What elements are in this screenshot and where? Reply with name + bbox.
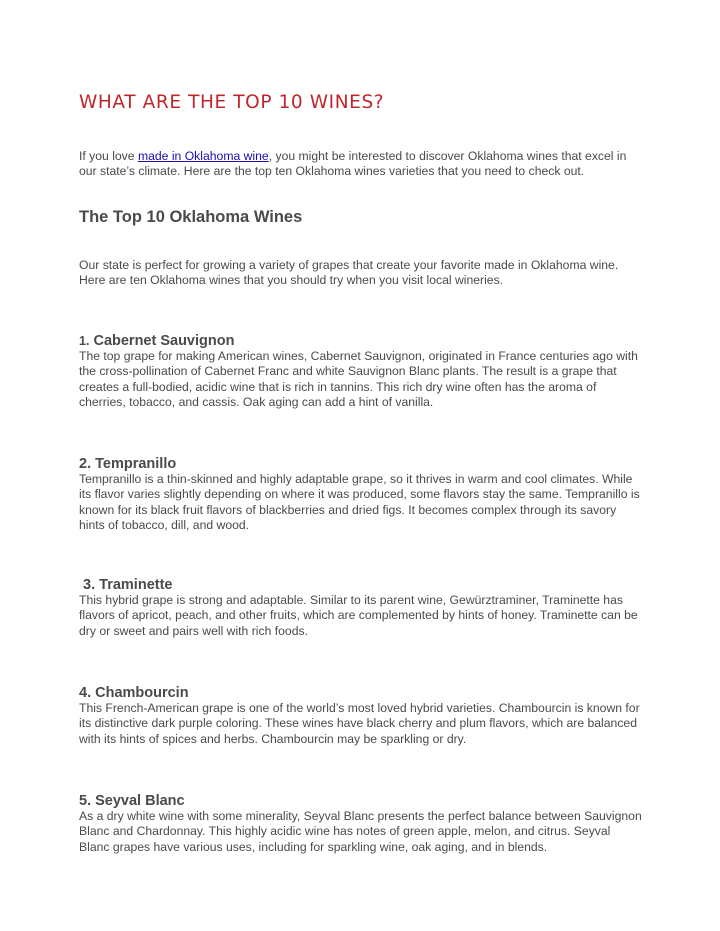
section-heading: The Top 10 Oklahoma Wines bbox=[79, 208, 303, 226]
wine-description: This hybrid grape is strong and adaptable. Similar to its parent wine, Gewürztraminer, Traminette has flavors of apricot, peach, and other fruits, which are complemented by hints of honey. Traminette can be dry or sweet and pairs well with rich foods. bbox=[79, 593, 638, 638]
wine-description: Tempranillo is a thin-skinned and highly adaptable grape, so it thrives in warm and cool climates. While its flavor varies slightly depending on where it was produced, some flavors stay the same. Tempranillo is known for its black fruit flavors of blackberries and dried figs. It becomes complex through its savory hints of tobacco, dill, and wood. bbox=[79, 472, 640, 532]
wine-number: 2. bbox=[79, 456, 92, 472]
wine-item-cabernet-sauvignon bbox=[79, 333, 644, 410]
wine-number: 3. bbox=[79, 577, 96, 593]
intro-text-before: If you love bbox=[79, 149, 138, 163]
wine-description: This French-American grape is one of the world’s most loved hybrid varieties. Chambourcin is known for its distinctive dark purple coloring. These wines have black cherry and plum flavors, which are balanced with its hints of spices and herbs. Chambourcin may be sparkling or dry. bbox=[79, 701, 640, 746]
wine-name: Seyval Blanc bbox=[91, 793, 185, 809]
wine-number: 5. bbox=[79, 793, 92, 809]
intro-text-after: , you might be interested to discover Oklahoma wines that excel in our state’s climate. Here are the top ten Oklahoma wines varieties that you need to check out. bbox=[79, 149, 627, 179]
wine-title bbox=[79, 333, 644, 349]
wine-name: Chambourcin bbox=[91, 685, 189, 701]
wine-name: Cabernet Sauvignon bbox=[89, 333, 235, 349]
wine-title bbox=[79, 456, 644, 472]
intro-paragraph bbox=[79, 149, 644, 180]
made-in-oklahoma-wine-link[interactable]: made in Oklahoma wine bbox=[137, 149, 269, 163]
wine-title bbox=[79, 793, 644, 809]
wine-item-seyval-blanc bbox=[79, 793, 644, 855]
state-paragraph: Our state is perfect for growing a variety of grapes that create your favorite made in Oklahoma wine. Here are ten Oklahoma wines that you should try when you visit local wineries. bbox=[79, 258, 619, 288]
wine-item-traminette bbox=[79, 577, 644, 639]
wine-item-chambourcin bbox=[79, 685, 644, 747]
page-title: WHAT ARE THE TOP 10 WINES? bbox=[79, 92, 385, 113]
wine-title bbox=[79, 577, 644, 593]
wine-number: 4. bbox=[79, 685, 92, 701]
wine-description: The top grape for making American wines, Cabernet Sauvignon, originated in France centuries ago with the cross-pollination of Cabernet Franc and white Sauvignon Blanc plants. The result is a grape that creates a full-bodied, acidic wine that is rich in tannins. This rich dry wine often has the aroma of cherries, tobacco, and cassis. Oak aging can add a hint of vanilla. bbox=[79, 349, 638, 409]
wine-name: Traminette bbox=[95, 577, 173, 593]
wine-item-tempranillo bbox=[79, 456, 644, 533]
wine-name: Tempranillo bbox=[91, 456, 177, 472]
wine-title bbox=[79, 685, 644, 701]
wine-number: 1. bbox=[79, 334, 90, 348]
wine-description: As a dry white wine with some minerality, Seyval Blanc presents the perfect balance between Sauvignon Blanc and Chardonnay. This highly acidic wine has notes of green apple, melon, and citrus. Seyval Blanc grapes have various uses, including for sparkling wine, oak aging, and in blends. bbox=[79, 809, 642, 854]
